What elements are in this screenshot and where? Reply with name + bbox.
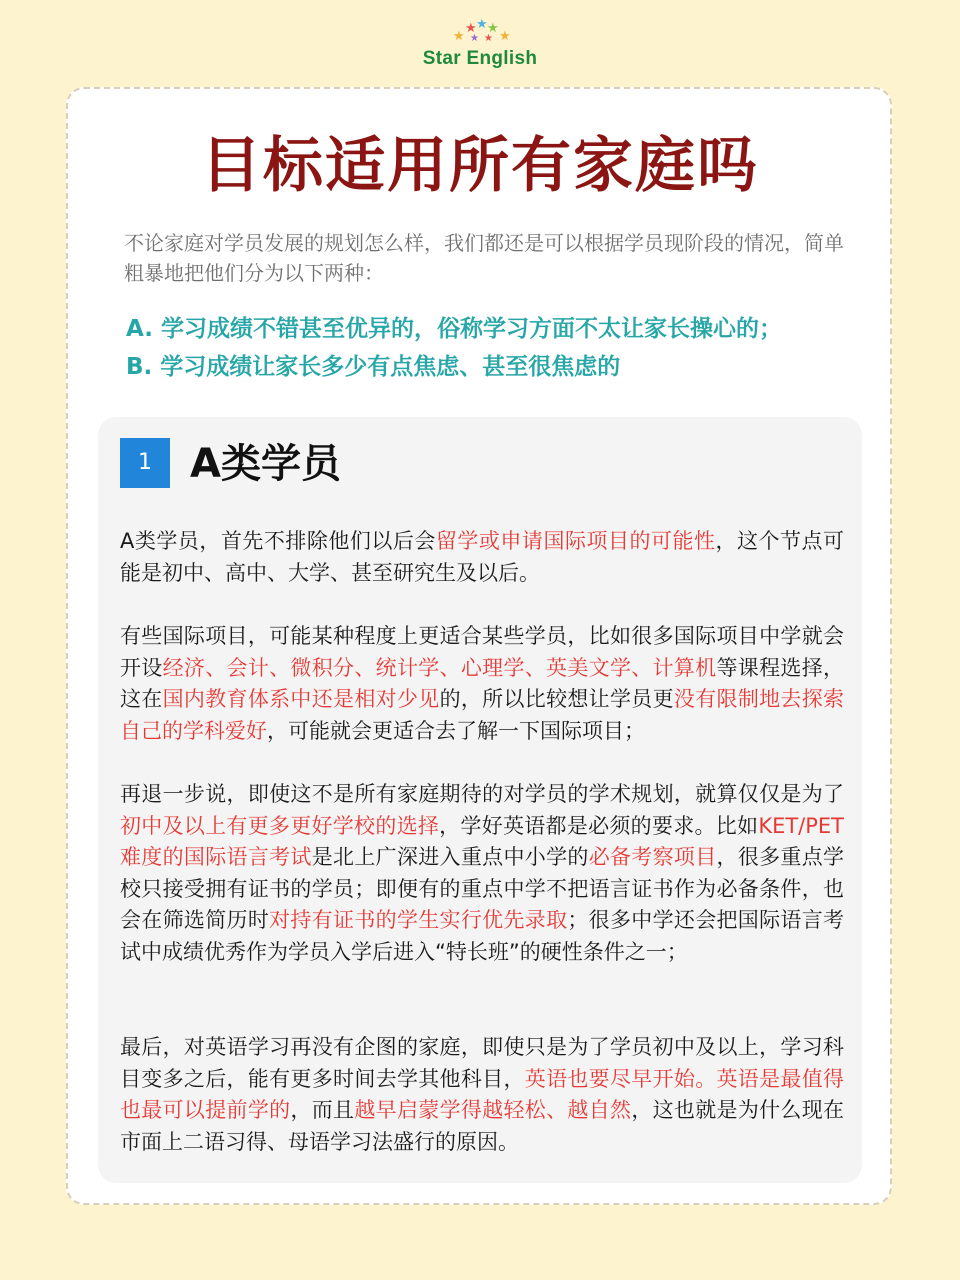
highlight-text: 留学或申请国际项目的可能性 bbox=[435, 529, 716, 553]
body-text: 再退一步说，即使这不是所有家庭期待的对学员的学术规划，就算仅仅是为了 bbox=[120, 782, 844, 806]
body-text: ，学好英语都是必须的要求。比如 bbox=[439, 813, 759, 838]
highlight-text: KET/PET难度的国际语言考试 bbox=[120, 813, 845, 869]
paragraph-2 bbox=[120, 621, 844, 747]
brand-name: Star English bbox=[422, 48, 538, 69]
option-a: A. 学习成绩不错甚至优异的，俗称学习方面不太让家长操心的； bbox=[126, 316, 782, 342]
paragraph-1 bbox=[120, 526, 844, 589]
paragraph-4 bbox=[120, 1032, 844, 1158]
section-title: A类学员 bbox=[190, 441, 341, 487]
body-text: 等课程选择，这在 bbox=[120, 655, 845, 711]
highlight-text: 经济、会计、微积分、统计学、心理学、英美文学、计算机 bbox=[162, 655, 717, 680]
body-text: ，可能就会更适合去了解一下国际项目； bbox=[267, 718, 645, 743]
brand-logo bbox=[0, 18, 960, 70]
body-text: ；很多中学还会把国际语言考试中成绩优秀作为学员入学后进入“特长班”的硬性条件之一； bbox=[120, 908, 845, 964]
highlight-text: 英语也要尽早开始。英语是最值得也最可以提前学的 bbox=[120, 1066, 845, 1122]
body-text: A类学员，首先不排除他们以后会 bbox=[120, 529, 436, 553]
highlight-text: 必备考察项目 bbox=[588, 845, 717, 869]
highlight-text: 国内教育体系中还是相对少见 bbox=[162, 687, 440, 711]
intro-text: 不论家庭对学员发展的规划怎么样，我们都还是可以根据学员现阶段的情况，简单粗暴地把他们分为以下两种： bbox=[124, 231, 844, 285]
body-text: 有些国际项目，可能某种程度上更适合某些学员，比如很多国际项目中学就会开设 bbox=[120, 624, 844, 680]
highlight-text: 没有限制地去探索自己的学科爱好 bbox=[120, 687, 845, 743]
star-cluster-icon: ★ ★ ★ ★ ★ ★ ★ bbox=[453, 17, 511, 44]
section-number-badge: 1 bbox=[120, 438, 170, 488]
body-text: 最后，对英语学习再没有企图的家庭，即使只是为了学员初中及以上，学习科目变多之后，能有更多时间去学其他科目， bbox=[120, 1035, 844, 1091]
body-text: ，很多重点学校只接受拥有证书的学员；即便有的重点中学不把语言证书作为必备条件，也会在筛选简历时 bbox=[120, 845, 845, 932]
paragraph-3 bbox=[120, 779, 844, 968]
highlight-text: 对持有证书的学生实行优先录取 bbox=[269, 908, 568, 932]
body-text: ，而且 bbox=[290, 1098, 355, 1122]
body-text: 是北上广深进入重点中小学的 bbox=[311, 845, 589, 869]
body-text: 的，所以比较想让学员更 bbox=[439, 687, 674, 711]
body-text: ，这个节点可能是初中、高中、大学、甚至研究生及以后。 bbox=[120, 529, 845, 585]
highlight-text: 越早启蒙学得越轻松、越自然 bbox=[354, 1098, 632, 1122]
body-text: ，这也就是为什么现在市面上二语习得、母语学习法盛行的原因。 bbox=[120, 1098, 845, 1154]
option-b: B. 学习成绩让家长多少有点焦虑、甚至很焦虑的 bbox=[126, 354, 621, 380]
highlight-text: 初中及以上有更多更好学校的选择 bbox=[120, 813, 440, 838]
page-title: 目标适用所有家庭吗 bbox=[201, 131, 759, 201]
